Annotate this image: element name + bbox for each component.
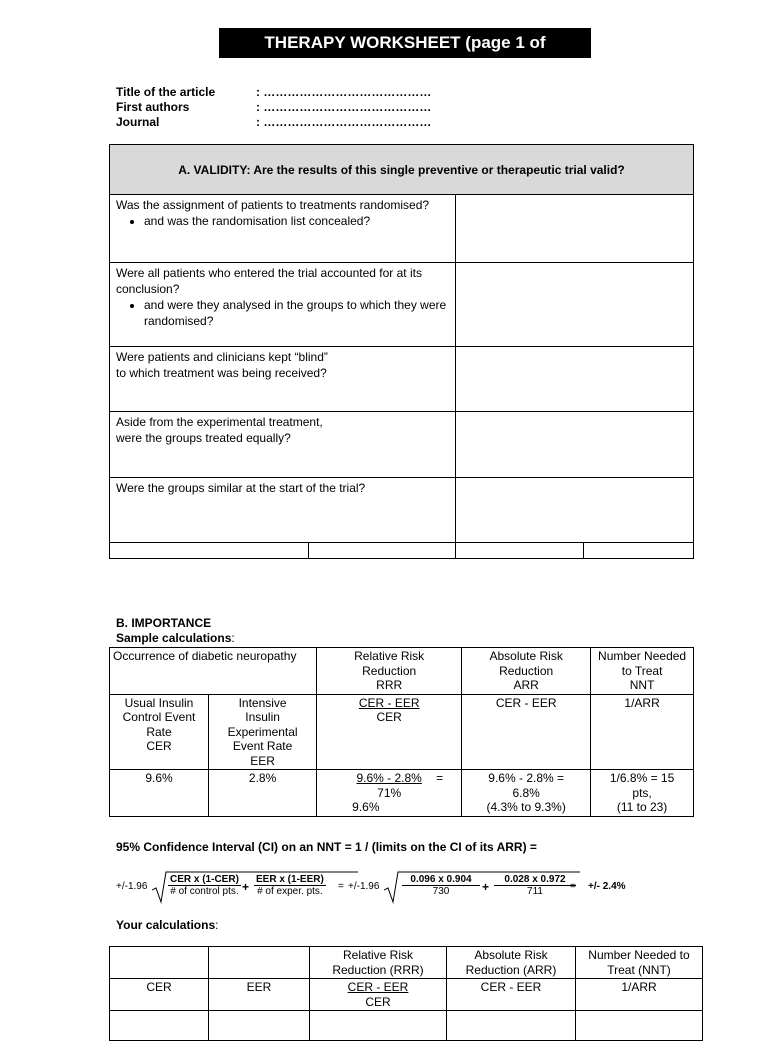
meta-title-label: Title of the article xyxy=(116,85,216,99)
cer-line: CER xyxy=(146,739,172,753)
nnt-header-line: to Treat xyxy=(621,663,663,678)
rrr-header-line: RRR xyxy=(376,678,403,692)
importance-title: B. IMPORTANCE xyxy=(116,616,212,630)
validity-q3-text: Were patients and clinicians kept “blind” xyxy=(116,350,328,364)
nnt-value-line: pts, xyxy=(632,785,652,800)
ci-result: +/- 2.4% xyxy=(588,881,626,892)
eer-value: 2.8% xyxy=(209,770,317,817)
eer-definition xyxy=(209,694,317,770)
your-rrr-header-line: Relative Risk xyxy=(342,948,414,962)
your-eer-label: EER xyxy=(209,979,310,1011)
eer-line: Event Rate xyxy=(232,739,293,753)
validity-q5-text: Were the groups similar at the start of the trial? xyxy=(116,481,366,495)
your-blank-header xyxy=(110,947,209,979)
rrr-header-line: Reduction xyxy=(362,663,417,678)
ci-fraction-control xyxy=(168,874,241,897)
sample-calc-text: Sample calculations xyxy=(116,631,232,645)
your-arr-header-line: Absolute Risk xyxy=(474,948,548,962)
validity-q4-text: Aside from the experimental treatment, xyxy=(116,415,323,429)
nnt-header-line: Number Needed xyxy=(598,649,687,663)
ci-f4-numerator: 0.028 x 0.972 xyxy=(494,874,576,886)
rrr-formula-denominator: CER xyxy=(376,710,402,724)
nnt-value-line: (11 to 23) xyxy=(616,800,668,814)
validity-q3-text2: to which treatment was being received? xyxy=(116,366,327,380)
validity-q1 xyxy=(110,195,456,263)
nnt-value-line: 1/6.8% = 15 xyxy=(609,771,675,785)
ci-prefix-2: +/-1.96 xyxy=(348,881,380,892)
rrr-value-numerator: 9.6% - 2.8% xyxy=(356,771,422,785)
your-cer-input[interactable] xyxy=(110,1011,209,1041)
ci-prefix: +/-1.96 xyxy=(116,881,148,892)
ci-f2-denominator: # of exper. pts. xyxy=(257,886,323,897)
your-cer-label: CER xyxy=(110,979,209,1011)
your-blank-header xyxy=(209,947,310,979)
eer-line: Insulin xyxy=(245,710,280,724)
cer-line: Rate xyxy=(146,724,172,739)
nnt-header-line: NNT xyxy=(629,678,655,692)
sample-calc-label xyxy=(116,631,235,645)
ci-equals: = xyxy=(338,881,344,892)
ci-formula xyxy=(116,870,636,904)
validity-a2-field[interactable] xyxy=(456,263,694,347)
validity-heading: A. VALIDITY: Are the results of this single preventive or therapeutic trial valid? xyxy=(110,145,694,195)
validity-table xyxy=(109,144,694,559)
ci-f4-denominator: 711 xyxy=(527,886,543,897)
your-arr-input[interactable] xyxy=(447,1011,576,1041)
validity-q4 xyxy=(110,412,456,478)
your-nnt-header xyxy=(576,947,703,979)
your-calc-colon: : xyxy=(215,918,219,932)
your-calc-label xyxy=(116,918,218,932)
arr-value-line: 6.8% xyxy=(512,785,540,800)
your-rrr-denominator: CER xyxy=(365,994,391,1009)
validity-q3 xyxy=(110,347,456,412)
validity-a1-field[interactable] xyxy=(456,195,694,263)
meta-journal-value[interactable]: : …………………………………… xyxy=(256,115,432,129)
meta-title-value[interactable]: : …………………………………… xyxy=(256,85,432,99)
rrr-header xyxy=(317,648,462,695)
worksheet-title: THERAPY WORKSHEET (page 1 of xyxy=(219,28,591,58)
validity-q1-text: Was the assignment of patients to treatments randomised? xyxy=(116,198,430,212)
rrr-formula xyxy=(317,694,462,770)
rrr-value xyxy=(317,770,462,817)
nnt-formula: 1/ARR xyxy=(591,694,694,770)
validity-q2-bullet: • and were they analysed in the groups to which they were randomised? xyxy=(144,297,449,329)
ci-f2-numerator: EER x (1-EER) xyxy=(256,874,324,885)
your-rrr-input[interactable] xyxy=(310,1011,447,1041)
cer-value: 9.6% xyxy=(110,770,209,817)
arr-header-line: Absolute Risk xyxy=(489,649,563,663)
your-nnt-header-line: Number Needed to xyxy=(588,948,690,962)
article-meta xyxy=(0,85,768,133)
your-calc-table xyxy=(109,946,703,1041)
your-nnt-formula: 1/ARR xyxy=(576,979,703,1011)
eer-line: Intensive xyxy=(238,695,287,710)
sample-calc-colon: : xyxy=(231,631,235,645)
nnt-header xyxy=(591,648,694,695)
ci-plus: + xyxy=(242,880,250,894)
cer-line: Usual Insulin xyxy=(124,695,194,710)
validity-q4-text2: were the groups treated equally? xyxy=(116,431,291,445)
your-arr-header-line: Reduction (ARR) xyxy=(465,962,557,977)
meta-authors-label: First authors xyxy=(116,100,190,114)
cer-definition xyxy=(110,694,209,770)
your-rrr-numerator: CER - EER xyxy=(347,980,409,994)
meta-authors-value[interactable]: : …………………………………… xyxy=(256,100,432,114)
validity-blank-cell xyxy=(584,543,694,559)
arr-value-line: 9.6% - 2.8% = xyxy=(488,771,565,785)
validity-a3-field[interactable] xyxy=(456,347,694,412)
rrr-value-result: 71% xyxy=(377,785,402,800)
nnt-value xyxy=(591,770,694,817)
eer-line: EER xyxy=(250,753,275,768)
rrr-header-line: Relative Risk xyxy=(354,649,425,663)
your-rrr-formula xyxy=(310,979,447,1011)
ci-title: 95% Confidence Interval (CI) on an NNT = 1 / (limits on the CI of its ARR) = xyxy=(116,840,537,854)
rrr-value-denominator: 9.6% xyxy=(352,800,380,814)
rrr-formula-numerator: CER - EER xyxy=(358,695,420,710)
validity-q5 xyxy=(110,478,456,543)
ci-f1-numerator: CER x (1-CER) xyxy=(170,874,239,885)
ci-f3-numerator: 0.096 x 0.904 xyxy=(402,874,480,886)
your-nnt-input[interactable] xyxy=(576,1011,703,1041)
rrr-value-equals: = xyxy=(436,771,444,785)
arr-value xyxy=(462,770,591,817)
your-nnt-header-line: Treat (NNT) xyxy=(607,962,671,977)
validity-a5-field[interactable] xyxy=(456,478,694,543)
your-calc-text: Your calculations xyxy=(116,918,216,932)
arr-header-line: ARR xyxy=(513,678,539,692)
importance-table xyxy=(109,647,694,817)
arr-header-line: Reduction xyxy=(499,663,554,678)
arr-formula: CER - EER xyxy=(462,694,591,770)
ci-f1-denominator: # of control pts. xyxy=(170,886,239,897)
meta-journal-label: Journal xyxy=(116,115,160,129)
ci-fraction-sample-control xyxy=(402,874,480,897)
validity-a4-field[interactable] xyxy=(456,412,694,478)
ci-fraction-exper xyxy=(254,874,326,897)
your-rrr-header-line: Reduction (RRR) xyxy=(332,962,424,977)
ci-plus-2: + xyxy=(482,880,490,894)
eer-line: Experimental xyxy=(227,724,298,739)
your-arr-formula: CER - EER xyxy=(447,979,576,1011)
ci-f3-denominator: 730 xyxy=(432,886,450,897)
validity-blank-cell xyxy=(309,543,456,559)
your-eer-input[interactable] xyxy=(209,1011,310,1041)
validity-blank-cell xyxy=(110,543,309,559)
ci-equals-2: = xyxy=(570,881,576,892)
validity-blank-cell xyxy=(456,543,584,559)
validity-q2 xyxy=(110,263,456,347)
arr-header xyxy=(462,648,591,695)
arr-value-line: (4.3% to 9.3%) xyxy=(486,800,566,814)
ci-fraction-sample-exper xyxy=(494,874,576,897)
occurrence-header: Occurrence of diabetic neuropathy xyxy=(110,648,317,695)
validity-q2-text: Were all patients who entered the trial accounted for at its conclusion? xyxy=(116,266,422,296)
your-arr-header xyxy=(447,947,576,979)
your-rrr-header xyxy=(310,947,447,979)
validity-q1-bullet: • and was the randomisation list concealed? xyxy=(144,213,449,229)
cer-line: Control Event xyxy=(122,710,196,724)
